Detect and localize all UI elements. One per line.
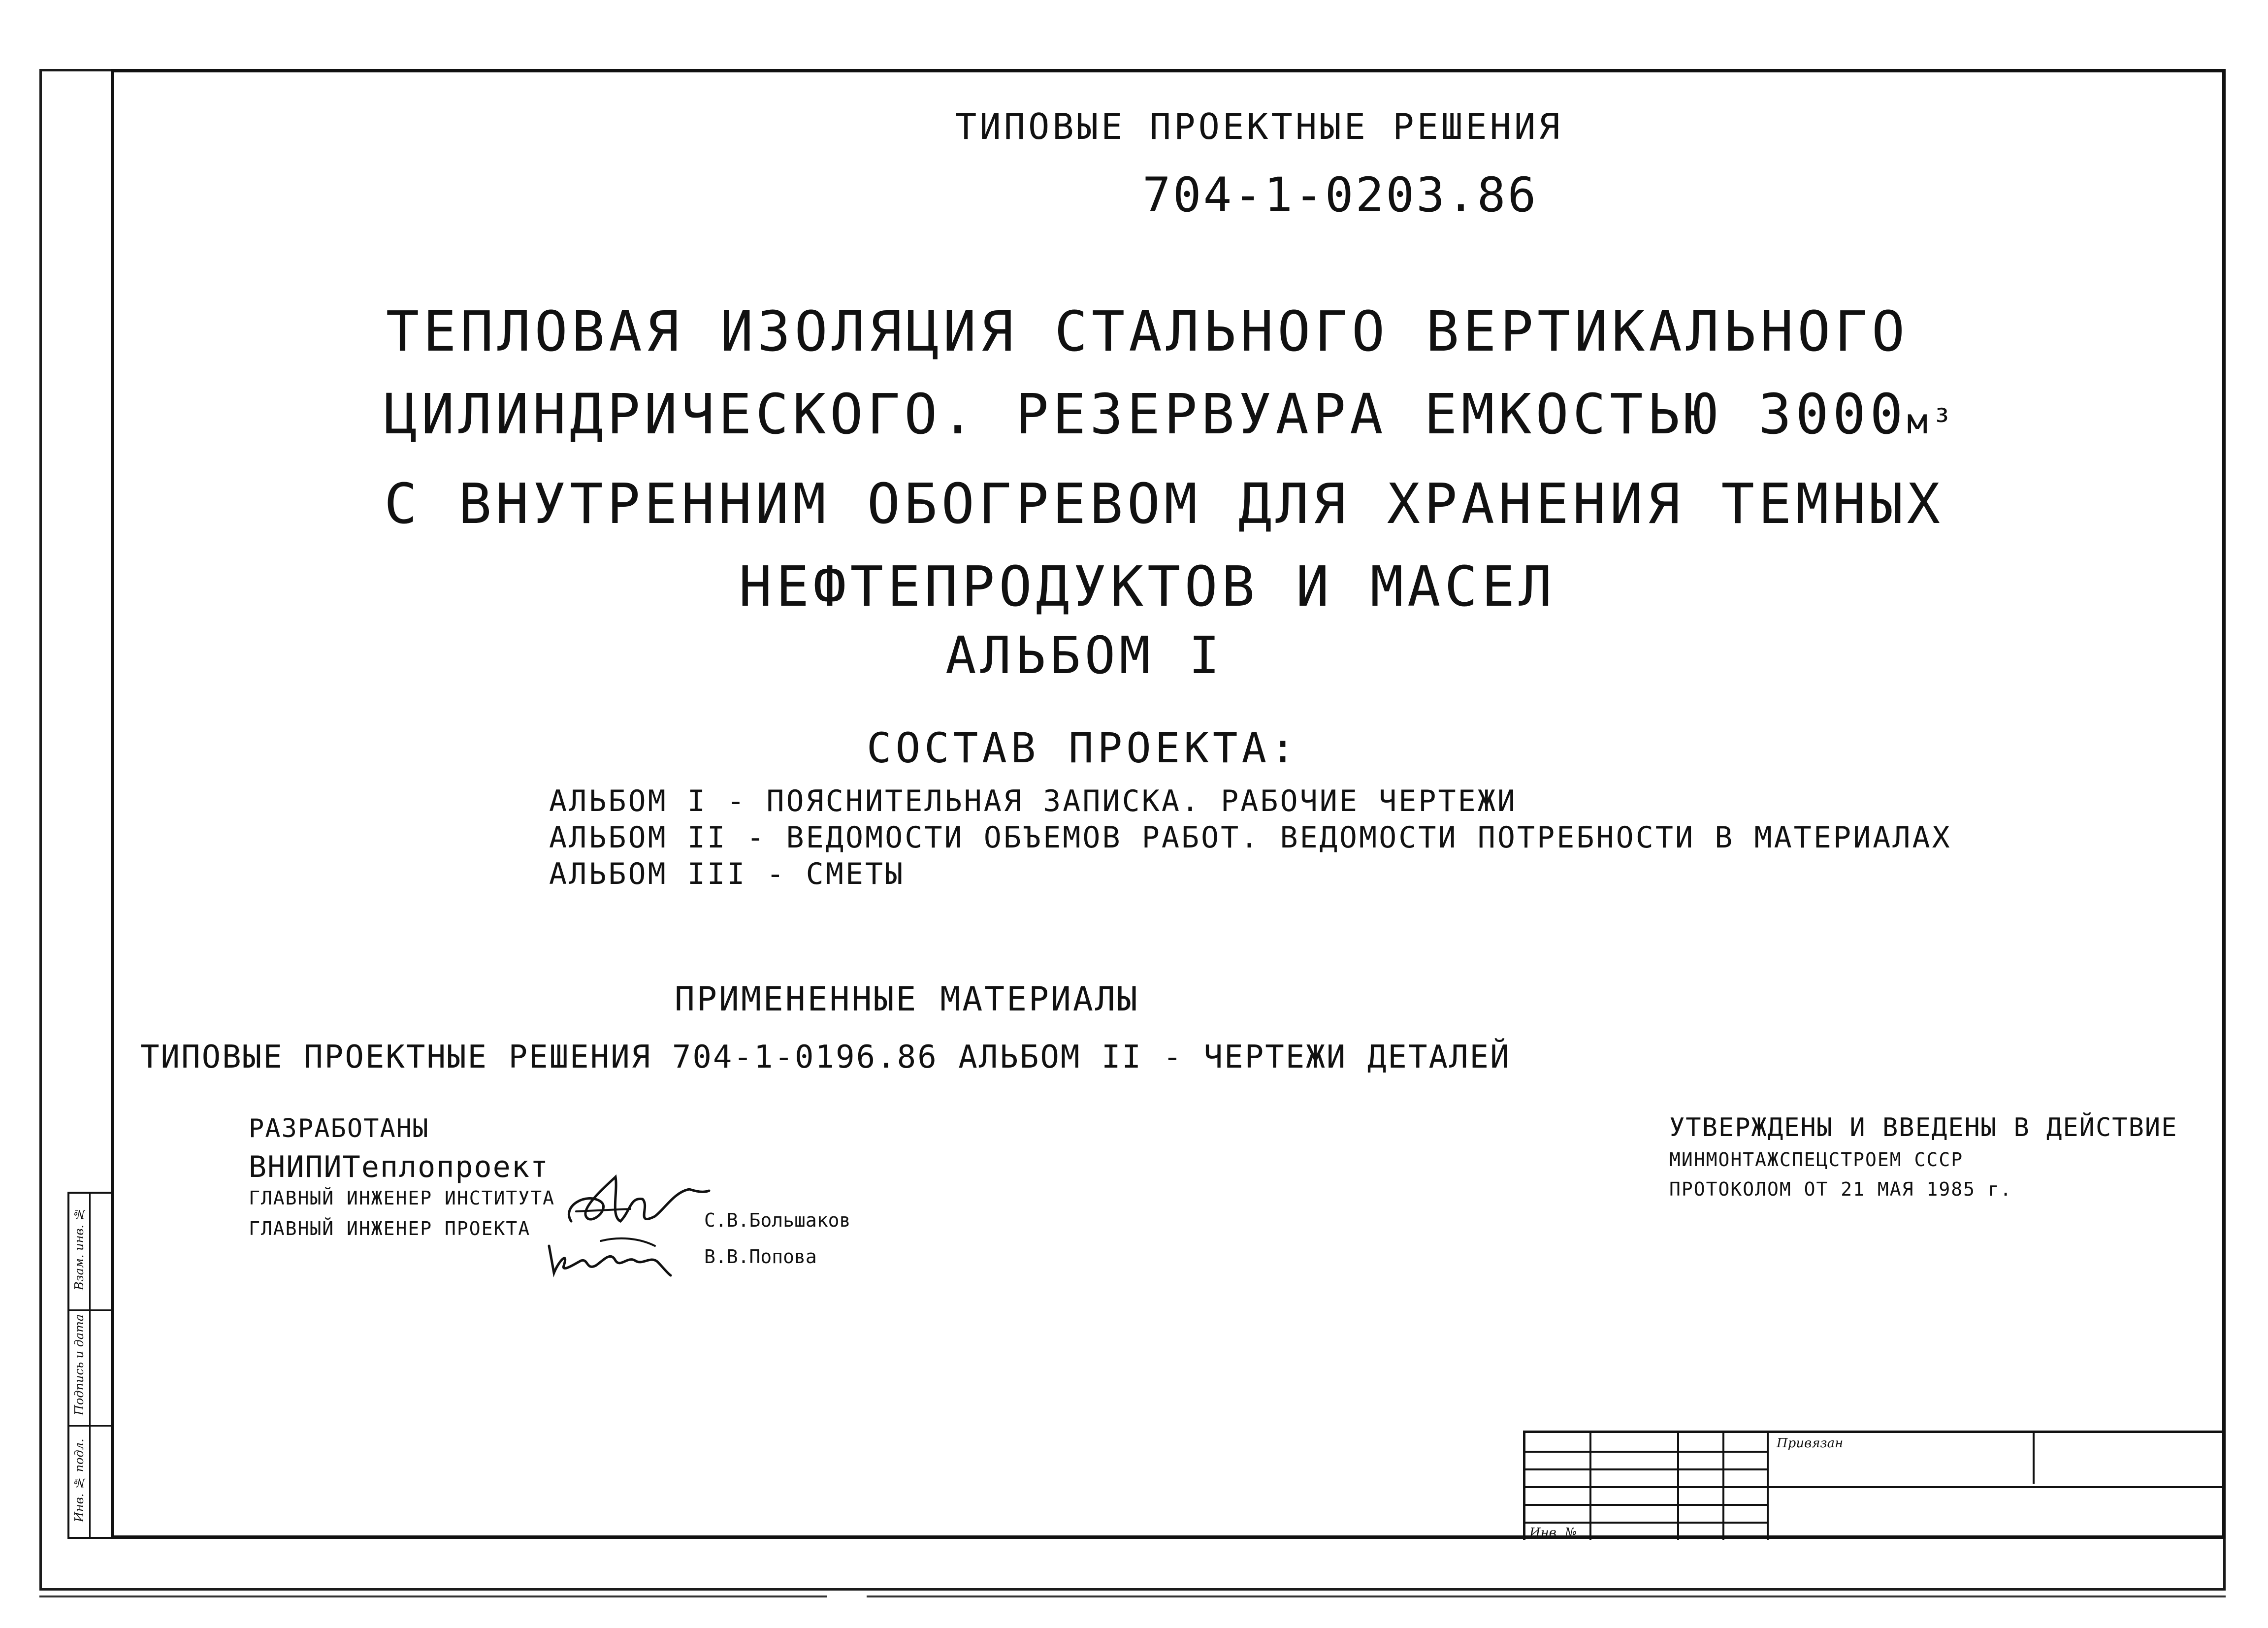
developer-organization: ВНИПИТеплопроект (249, 1150, 549, 1184)
chief-engineer-institute-name: С.В.Большаков (704, 1209, 851, 1231)
composition-item: АЛЬБОМ I - ПОЯСНИТЕЛЬНАЯ ЗАПИСКА. РАБОЧИЕ ЧЕРТЕЖИ (549, 784, 1518, 818)
title-block-row-line (1525, 1522, 1767, 1524)
tied-label: Привязан (1777, 1436, 1844, 1451)
side-strip (67, 1192, 111, 1539)
title-block-row-line (1525, 1451, 1767, 1453)
materials-reference: ТИПОВЫЕ ПРОЕКТНЫЕ РЕШЕНИЯ 704-1-0196.86 АЛЬБОМ II - ЧЕРТЕЖИ ДЕТАЛЕЙ (140, 1039, 1511, 1075)
title-block-row-line (1525, 1504, 1767, 1506)
side-strip-divider (89, 1194, 91, 1537)
signature-project-engineer (542, 1226, 675, 1280)
side-label-signature-date: Подпись и дата (72, 1314, 86, 1415)
title-block-row-line (1525, 1486, 2225, 1488)
composition-list (549, 783, 1952, 892)
main-title-line: ТЕПЛОВАЯ ИЗОЛЯЦИЯ СТАЛЬНОГО ВЕРТИКАЛЬНОГО (386, 300, 1909, 364)
developed-label: РАЗРАБОТАНЫ (249, 1114, 429, 1143)
footer-line (867, 1595, 2226, 1597)
composition-item: АЛЬБОМ II - ВЕДОМОСТИ ОБЪЕМОВ РАБОТ. ВЕДОМОСТИ ПОТРЕБНОСТИ В МАТЕРИАЛАХ (549, 820, 1952, 855)
composition-heading: СОСТАВ ПРОЕКТА: (867, 724, 1299, 772)
album-title: АЛЬБОМ I (945, 625, 1224, 685)
volume-unit: м³ (1907, 401, 1956, 442)
title-block-row-line (1525, 1468, 1767, 1470)
inventory-number-label: Инв. № (1529, 1526, 1577, 1540)
materials-heading: ПРИМЕНЕННЫЕ МАТЕРИАЛЫ (675, 980, 1139, 1019)
chief-engineer-project-name: В.В.Попова (704, 1246, 817, 1268)
title-block (1523, 1431, 2222, 1540)
main-title-line-text: ЦИЛИНДРИЧЕСКОГО. РЕЗЕРВУАРА ЕМКОСТЬЮ 3000 (384, 383, 1907, 447)
side-label-inv-original: Инв. № подл. (72, 1438, 86, 1522)
chief-engineer-project-label: ГЛАВНЫЙ ИНЖЕНЕР ПРОЕКТА (249, 1218, 531, 1239)
footer-line (39, 1595, 827, 1597)
main-title-line: НЕФТЕПРОДУКТОВ И МАСЕЛ (739, 555, 1556, 619)
main-title-line: С ВНУТРЕННИМ ОБОГРЕВОМ ДЛЯ ХРАНЕНИЯ ТЕМНЫХ (384, 472, 1944, 536)
composition-item: АЛЬБОМ III - СМЕТЫ (549, 857, 905, 891)
approval-line: УТВЕРЖДЕНЫ И ВВЕДЕНЫ В ДЕЙСТВИЕ (1669, 1113, 2178, 1142)
main-title (384, 291, 1956, 628)
side-label-replacement-inv: Взам. инв. № (72, 1207, 86, 1291)
document-number: 704-1-0203.86 (1142, 167, 1538, 223)
main-title-line (384, 373, 1956, 463)
chief-engineer-institute-label: ГЛАВНЫЙ ИНЖЕНЕР ИНСТИТУТА (249, 1187, 555, 1209)
title-block-col-line (2033, 1433, 2035, 1484)
approval-authority: МИНМОНТАЖСПЕЦСТРОЕМ СССР (1669, 1149, 1964, 1171)
developed-block (249, 1113, 555, 1244)
series-title: ТИПОВЫЕ ПРОЕКТНЫЕ РЕШЕНИЯ (955, 106, 1563, 147)
approval-protocol: ПРОТОКОЛОМ ОТ 21 МАЯ 1985 г. (1669, 1178, 2012, 1200)
approval-block (1669, 1110, 2178, 1204)
